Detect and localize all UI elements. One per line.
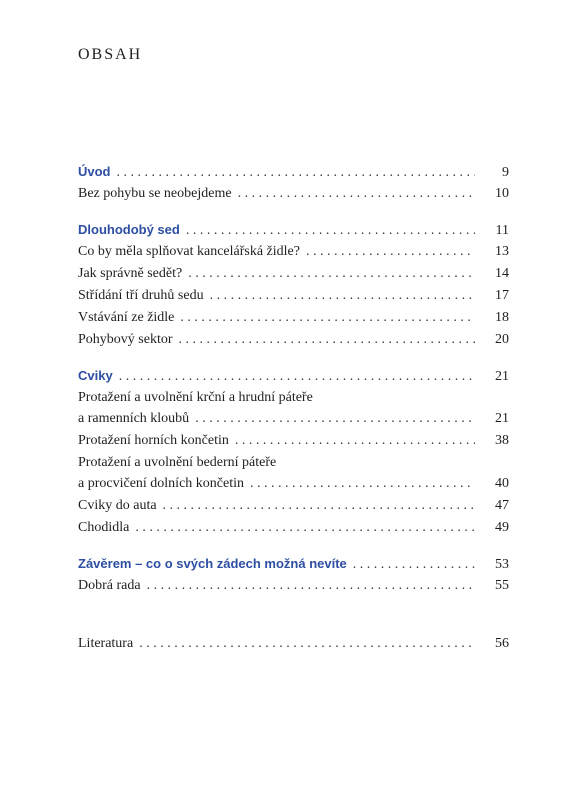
toc-title: Protažení horních končetin [78, 433, 229, 448]
toc-page-number: 53 [495, 557, 509, 572]
section-spacer [78, 539, 509, 553]
toc-title: a ramenních kloubů [78, 411, 190, 426]
toc-page-number: 20 [495, 332, 509, 347]
toc-entry-literatura[interactable] [78, 633, 509, 655]
toc-entry-auto[interactable] [78, 495, 509, 517]
toc-entry-krcni-line2[interactable] [78, 408, 509, 430]
toc-page-number: 9 [502, 165, 509, 180]
dot-leader [163, 495, 475, 517]
toc-entry-krcni-line1[interactable]: Protažení a uvolnění krční a hrudní páteře [78, 390, 313, 405]
toc-title: Bez pohybu se neobejdeme [78, 186, 232, 201]
toc-page-number: 11 [495, 223, 509, 238]
table-of-contents [78, 161, 509, 655]
toc-page-number: 40 [495, 476, 509, 491]
toc-title: Závěrem – co o svých zádech možná nevíte [78, 556, 347, 571]
toc-title: Literatura [78, 636, 134, 651]
dot-leader [235, 430, 475, 452]
toc-title: Pohybový sektor [78, 332, 173, 347]
toc-entry-zaverem[interactable] [78, 553, 509, 575]
toc-title: Cviky [78, 368, 113, 383]
dot-leader [306, 241, 475, 263]
toc-title: Co by měla splňovat kancelářská židle? [78, 244, 300, 259]
toc-page-number: 21 [495, 369, 509, 384]
dot-leader [195, 408, 475, 430]
toc-entry-bederni-line2[interactable] [78, 473, 509, 495]
toc-title: Dobrá rada [78, 578, 141, 593]
toc-title: Cviky do auta [78, 498, 157, 513]
toc-page-number: 21 [495, 411, 509, 426]
toc-page-number: 49 [495, 520, 509, 535]
section-spacer [78, 351, 509, 365]
toc-page-number: 56 [495, 636, 509, 651]
toc-title: Dlouhodobý sed [78, 222, 180, 237]
dot-leader [188, 263, 475, 285]
toc-title: Jak správně sedět? [78, 266, 183, 281]
toc-entry-horni[interactable] [78, 430, 509, 452]
toc-page-number: 13 [495, 244, 509, 259]
dot-leader [179, 329, 476, 351]
toc-entry-rada[interactable] [78, 575, 509, 597]
page-title: OBSAH [78, 46, 143, 63]
toc-entry-stridani[interactable] [78, 285, 509, 307]
toc-title: a procvičení dolních končetin [78, 476, 244, 491]
dot-leader [180, 307, 475, 329]
toc-entry-zidle[interactable] [78, 241, 509, 263]
toc-entry-bederni-line1[interactable]: Protažení a uvolnění bederní páteře [78, 455, 277, 470]
dot-leader [147, 575, 475, 597]
toc-page-number: 55 [495, 578, 509, 593]
toc-page-number: 14 [495, 266, 509, 281]
section-spacer [78, 205, 509, 219]
toc-entry-uvod[interactable] [78, 161, 509, 183]
dot-leader [250, 473, 475, 495]
toc-entry-cviky[interactable] [78, 365, 509, 387]
toc-page-number: 38 [495, 433, 509, 448]
dot-leader [210, 285, 475, 307]
toc-entry-vstavani[interactable] [78, 307, 509, 329]
toc-title: Úvod [78, 164, 111, 179]
toc-page-number: 10 [495, 186, 509, 201]
section-spacer [78, 597, 509, 633]
toc-title: Vstávání ze židle [78, 310, 175, 325]
dot-leader [353, 554, 475, 576]
dot-leader [119, 366, 475, 388]
dot-leader [186, 220, 475, 242]
toc-entry-dlouhodoby-sed[interactable] [78, 219, 509, 241]
toc-entry-bez-pohybu[interactable] [78, 183, 509, 205]
toc-entry-sektor[interactable] [78, 329, 509, 351]
dot-leader [117, 162, 476, 184]
toc-page-number: 18 [495, 310, 509, 325]
toc-page-number: 47 [495, 498, 509, 513]
dot-leader [139, 633, 475, 655]
toc-entry-sedet[interactable] [78, 263, 509, 285]
toc-title: Chodidla [78, 520, 130, 535]
toc-page-number: 17 [495, 288, 509, 303]
toc-entry-chodidla[interactable] [78, 517, 509, 539]
dot-leader [135, 517, 475, 539]
toc-title: Střídání tří druhů sedu [78, 288, 204, 303]
dot-leader [238, 183, 475, 205]
